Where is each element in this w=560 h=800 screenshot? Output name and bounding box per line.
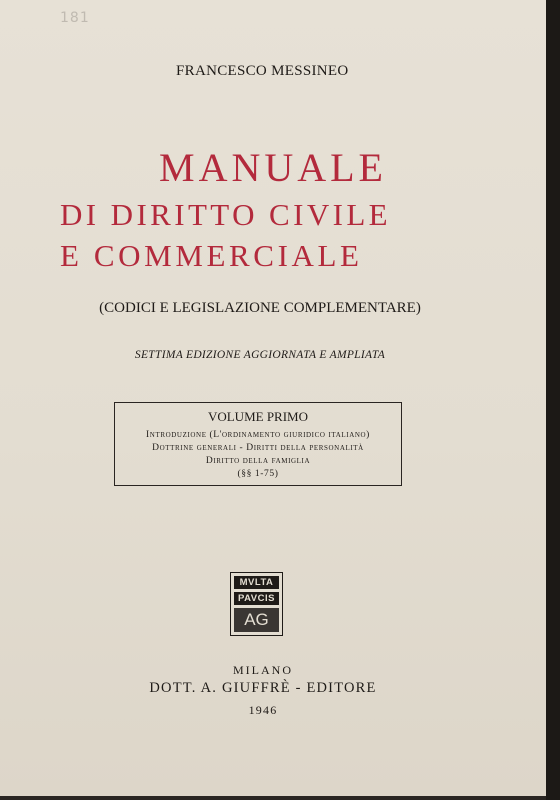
- logo-motto-1: MVLTA: [234, 576, 279, 589]
- volume-title: VOLUME PRIMO: [207, 409, 309, 424]
- title-line-1: MANUALE: [159, 145, 387, 190]
- logo-motto-2: PAVCIS: [234, 592, 279, 605]
- volume-contents-line: Dottrine generali - Diritti della personalità: [152, 443, 364, 453]
- volume-contents-line: Introduzione (L'ordinamento giuridico italiano): [146, 430, 370, 440]
- volume-box: [114, 402, 402, 486]
- page-edge-shadow: [546, 0, 560, 800]
- volume-contents-line: Diritto della famiglia: [205, 456, 311, 466]
- publisher-logo: [230, 572, 283, 636]
- subtitle: (CODICI E LEGISLAZIONE COMPLEMENTARE): [99, 300, 421, 316]
- logo-initials: AG: [234, 608, 279, 632]
- imprint-city: MILANO: [233, 663, 293, 677]
- imprint-publisher: DOTT. A. GIUFFRÈ - EDITORE: [149, 680, 377, 696]
- pencil-mark: 181: [60, 10, 90, 26]
- author-name: FRANCESCO MESSINEO: [176, 63, 349, 79]
- title-line-3: E COMMERCIALE: [60, 238, 363, 273]
- title-line-2: DI DIRITTO CIVILE: [60, 197, 392, 232]
- imprint-year: 1946: [248, 703, 278, 717]
- volume-contents-line: (§§ 1-75): [237, 469, 279, 479]
- edition-note: SETTIMA EDIZIONE AGGIORNATA E AMPLIATA: [134, 349, 386, 361]
